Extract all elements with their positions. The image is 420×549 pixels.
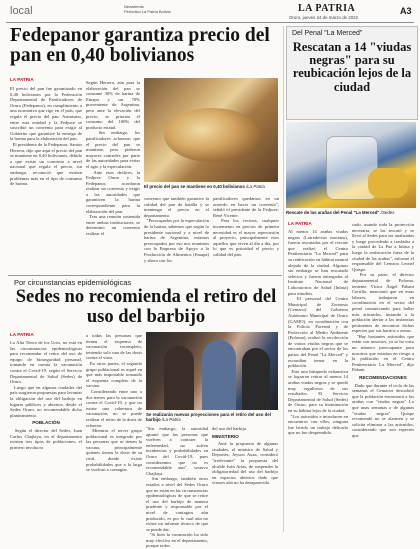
story3-caption-credit: /Sedes [380, 210, 395, 215]
story1-col1-para2: El presidente de la Fedepanor, Santos Herrera, dijo que aquí el precio del pan se mantiene en 0,40 bolivianos, debido a que existe un convenio a nivel nacional que regula el precio, sin embargo, reconoció que existen problemas más en el tipo de consumo de harina. [10, 141, 82, 187]
column-separator [283, 26, 284, 532]
story2-byline: LA PATRIA [10, 332, 34, 337]
spider-rescue-photo [286, 122, 416, 208]
story1-col1 [10, 86, 82, 272]
story2-col4 [212, 426, 278, 530]
story3-kicker: Del Penal "La Merced" [292, 30, 363, 37]
story2-col2-para2: En otros partes, el segundo grupo poblacional es aquel en que más importable tomando el esquema completo de la vacuna. [86, 360, 142, 389]
story2-col1-para1: La Alta Tierra de los Uros, no está en las circunstancias epidemiológicas para recomendar el retiro del uso de equipo de bioseguridad personal, tomando en cuenta la vacunación contra el Covid-19, según el Servicio Departamental de Salud (Sedes) de Oruro. [10, 340, 82, 385]
tagline-bottom: Periódico La Patria Bolivia [124, 9, 171, 14]
story1-col3-para1: convenio que también garantice la calidad del pan de batalla y se mantenga el precio en el departamento. [144, 196, 209, 218]
story2-col2-para1: a todas las personas que tienen el esquema de vacunación incompleto, teniendo solo una de las dosis contra el virus. [86, 333, 142, 361]
story2-col2-para4: Mientras el tercer grupo poblacional es integrado por las personas que se tienen la vacuna, principalmente quienes tienen la dosis de su rival, donde existe probabilidades que a la larga se vuelvan a contagiar. [86, 428, 143, 473]
story1-col2 [86, 80, 140, 272]
story2-col2 [86, 333, 142, 530]
story3-headline: Rescatan a 14 "viudas negras" para su reubicación lejos de la ciudad [292, 40, 412, 94]
story1-dropcap-text: El precio del pan fue garantizado en 0,40 bolivianos por la Federación Departamental de Panificadores de Oruro (Fedepanor), en cumplimiento a una normativa que rige en el país, que regula el precio del pan. Asimismo, entre esta entidad y la Fedjuve se suscribió un convenio para exigir al Gobierno que garantice la entrega de la harina para la elaboración del pan. [10, 86, 82, 142]
story2-caption-credit: /La Patria [161, 417, 181, 423]
story3-col2 [352, 222, 414, 530]
story3-col2-para4: Dado que durante el ciclo de las semanas el Cemzoor descubrió que la población encontrará a las arañas con "viudas negras" Lo que unas semanas o de algunas "viudas negras" Quispe recomendó no se alarmen y se solicita eliminar a las arácnidos, considerando que son especies que [352, 382, 415, 438]
story1-col3 [144, 196, 209, 272]
story1-col3-para2: "Preocupados por la especulación de la harina, sabemos que según lo presidente nacional y a nivel de harina de Argentina, estamos preocupados por eso nos reunimos con la Empresa de Apoyo a la Producción de Alimentos (Emapa) y ahora con los [144, 218, 209, 263]
story3-byline: LA PATRIA [288, 221, 312, 226]
story1-col2-para1: Según Herrera, aún para la elaboración del pan se consume 30% de harina de Emapa y un 70% proveniente de Argentina, pero ante la elevación del precio, se prioriza el consumo del 100% del producto estatal. [86, 80, 140, 130]
story2-photo-caption [146, 412, 278, 422]
story3-col1 [288, 229, 348, 529]
page-number: A3 [400, 6, 412, 16]
story2-kicker: Por circunstancias epidemiológicas [14, 278, 132, 287]
section-label: local [10, 5, 33, 17]
header-rule [6, 22, 414, 23]
story3-col1-para3: Esta una búsqueda exhaustiva se lograron retirar al menos 14 arañas viudas negras y se quedó muy orgullosos de sus resultados. El Servicio Departamental de Salud (Sedes) de Oruro, para su biominación en su hábitat lejos de la ciudad. [288, 368, 349, 413]
story3-col2-para3: "Hay bastantes arácnidos que están con nosotros, ya se ha visto un número preocupante para nosotros que estarían en riesgo a la población en el Centro Penitenciario La Merced", dijo Pabani. [352, 333, 415, 373]
tagline-top: Newsfeeds [124, 4, 144, 9]
story3-col2-para1: cado, usando toda la protección necesaria, se las rescató y se llevó al Sedes para ser analizadas y luego procederán a trasladar a la ciudad de La Paz a Inlasa y luego la reubicación fuera de la ciudad de las arañas", informó el responsable del Cemzoo Leonel Quispe. [352, 222, 414, 272]
story2-col3-para3: "Si bien la vacunación ha sido muy efectiva en el departamento, porque todos [146, 532, 209, 549]
story2-col1 [10, 340, 82, 530]
story3-box [286, 26, 418, 120]
story1-caption-bold: El precio del pan se mantiene en 0,40 bolivianos [144, 184, 245, 189]
story1-col4-para1: panificadores quedamos en un acuerdo en hacer un convenio", señaló el presidente de la Fedjuve, René Vicente. [213, 196, 279, 218]
story2-col3-para2: Sin embargo, también otros estados a nivel del Sedes Oruro que no están en las circunstancias epidemiológicas de que se retire el uso del barbijo de manera prudente y responsable por el nivel de contagios aún producido, es por lo cual aún no existe un informe técnico de que se puede dar. [146, 476, 209, 532]
story1-col4-para2: Para los vecinos, cualquier incremento en precios de primera necesidad es el mayor repercusión al proyecto, principalmente esos aquellos que viven al día a día, por lo que es prioridad el precio y calidad del pan. [213, 218, 279, 257]
story1-caption-credit: /La Patria [246, 184, 265, 189]
dateline: Oruro, jueves 24 de marzo de 2022 [289, 15, 359, 20]
story2-col1-para2: Luego que en algunas ciudades del país surgieron propuestas para levantar la obligación del uso del barbijo en lugares públicos y abiertos, desde el Sedes Oruro, no recomendable dicho planteamiento. [10, 384, 83, 418]
story3-col1-para4: "Los arácnidos e introducen en encuentros con ellos, ninguna fue herido un trabajo delicado que no fue desprendido. [288, 413, 349, 436]
story-divider [8, 275, 282, 276]
story2-col3-para1: "Sin embargo, la autoridad apuntó que las personas que vuelven a contraer la enfermedad, no sufren incidencias y probabilidades en Oruro del Covid-19, pues consideramos que no es recomendable aun", sostuvo Chajlaya. [146, 426, 208, 476]
story3-col1-para1: Al menos 14 arañas viudas negras (Latrodectus mactans), fueron rescatadas por el rescate que realizó el Centro Penitenciario "La Merced" para su reubicación en hábitat natural alejado de la ciudad. Algunos sin embargo se han rescatado selectos y fueron entregadas al Instituto Nacional de Laboratorios de Salud (Inlasa) para estudios. [288, 229, 348, 296]
story3-subhead-recomendaciones: RECOMENDACIONES [359, 375, 407, 381]
story1-col2-para3: Ante esos deslices, la Fedjuve Oruro y la Fedepanor, acordaron realizar un convenio y exigir a las autoridades que garanticen la harina correspondiente para la elaboración del pan. [86, 169, 141, 214]
person-right-shape [242, 348, 270, 410]
story2-subhead-ministerio: MINISTERIO [212, 433, 239, 439]
story2-col4-para2: Ante la propuesta de algunas ciudades, el ministro de Salud y Deportes, Jeyson Auza, consideró "irrelevante" la propuesta del alcalde Iván Arias, de suspender la obligatoriedad del uso del barbijo en espacios abiertos dado que viruses aún no ha desaparecido. [212, 441, 278, 486]
facebook-tag[interactable] [124, 4, 171, 14]
story1-byline: LA PATRIA [10, 77, 34, 82]
story1-col2-para4: Tras una reunión sostenida entre ambas instituciones, se determinó un convenio realizar el [86, 214, 140, 237]
story2-col3 [146, 426, 209, 549]
officials-photo [146, 332, 278, 410]
story2-headline: Sedes no recomienda el retiro del uso del barbijo [15, 287, 277, 327]
story2-col4-para1: del uso del barbijo. [212, 426, 248, 431]
bread-photo [144, 78, 278, 182]
story2-col1-para3: Según el director del Sedes, Juan Carlos Chajlaya, en el departamento existen tres tipos de poblaciones, el primero involucra [10, 427, 82, 450]
story1-headline: Fedepanor garantiza precio del pan en 0,40 bolivianos [10, 25, 270, 66]
story1-photo-caption [144, 184, 278, 189]
story3-col2-para2: Por su parte, el director departamental de Pofoma, teniente Víctor Ángel Pabani Cerrillo, mencionó que en estas labores, trabajaron en coordinación en el sector del penal comunicando para hallar más arácnidos, instando a la población alertar a las instancias pertinentes de encontrar dichas especies por sus barrios o zonas. [352, 272, 414, 334]
story3-caption-bold: Rescate de las arañas del Penal "La Merced" [286, 210, 380, 215]
glove-shape [368, 168, 408, 198]
story2-caption-bold: Se realizarán nuevas proyecciones para el retiro del uso del barbijo [146, 412, 271, 423]
masthead-brand: LA PATRIA [298, 3, 356, 14]
person-center-shape [202, 340, 236, 410]
person-left-shape [164, 346, 194, 410]
story2-col2-para3: Considerando entre uno o dos meses para la vacunación contra el Covid-19, y que no existe una cobertura de vacunación, no se puede realizar el retiro de la dosis de refuerzo. [86, 388, 142, 428]
story3-col1-para2: El personal del Centro Municipal de Zoonosis (Cemzoo) del Gobierno Autónomo Municipal de Oruro (GAMO), en coordinación con la Policía Forestal y de Protección al Medio Ambiente (Pofoma), realizó la recolección de varios viudas negras que se encontraban por el sector de los patios del Penal "La Merced" y escondían temor en la población. [288, 296, 348, 369]
story1-col4 [213, 196, 279, 272]
story2-subhead-poblacion: POBLACIÓN [32, 420, 60, 426]
story1-col2-para2: Sin embargo, los panificadores aclararon que el precio del pan se mantiene, pero pidieron mayores controles por parte de las autoridades para evitar el agio y la especulación. [86, 130, 140, 169]
story3-photo-caption [286, 210, 416, 215]
bread-basket-shape [164, 108, 260, 162]
